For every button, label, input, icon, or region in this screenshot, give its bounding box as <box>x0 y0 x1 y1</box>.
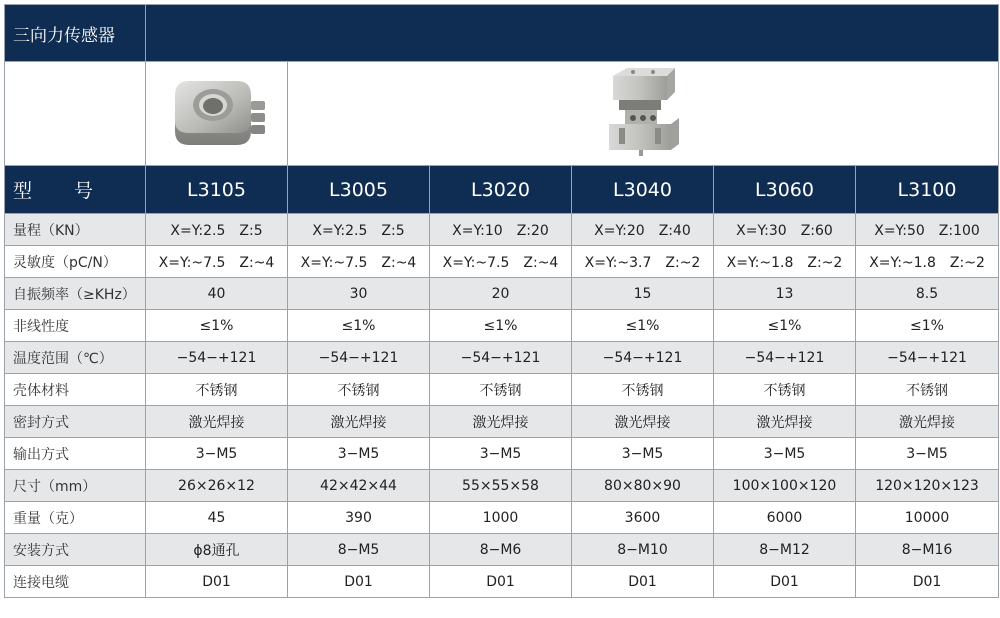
cell-value: 激光焊接 <box>572 406 714 438</box>
cell-value: 不锈钢 <box>288 374 430 406</box>
table-row <box>5 470 999 502</box>
sensor-ring-image <box>163 71 271 153</box>
table-row <box>5 534 999 566</box>
cell-value: 6000 <box>714 502 856 534</box>
model-name: L3100 <box>856 166 999 214</box>
cell-value: −54−+121 <box>714 342 856 374</box>
model-name: L3005 <box>288 166 430 214</box>
cell-value: 1000 <box>430 502 572 534</box>
table-row <box>5 566 999 598</box>
cell-value: X=Y:~7.5 Z:~4 <box>430 246 572 278</box>
title-row-fill <box>146 5 999 62</box>
cell-value: 3−M5 <box>572 438 714 470</box>
cell-value: 不锈钢 <box>714 374 856 406</box>
model-header-row <box>5 166 999 214</box>
cell-value: 不锈钢 <box>856 374 999 406</box>
cell-value: X=Y:2.5 Z:5 <box>288 214 430 246</box>
image-row-empty <box>5 62 146 166</box>
cell-value: 3−M5 <box>146 438 288 470</box>
cell-value: D01 <box>714 566 856 598</box>
cell-value: 10000 <box>856 502 999 534</box>
cell-value: X=Y:10 Z:20 <box>430 214 572 246</box>
cell-value: D01 <box>856 566 999 598</box>
cell-value: 8−M16 <box>856 534 999 566</box>
table-row <box>5 374 999 406</box>
cell-value: 激光焊接 <box>288 406 430 438</box>
cell-value: 30 <box>288 278 430 310</box>
row-label: 重量（克） <box>5 502 146 534</box>
cell-value: −54−+121 <box>856 342 999 374</box>
table-row <box>5 342 999 374</box>
table-row <box>5 310 999 342</box>
cell-value: 3−M5 <box>288 438 430 470</box>
row-label: 量程（KN） <box>5 214 146 246</box>
table-title: 三向力传感器 <box>5 5 146 62</box>
cell-value: 3−M5 <box>714 438 856 470</box>
cell-value: 13 <box>714 278 856 310</box>
spec-table-container <box>4 4 998 598</box>
model-label-char-1: 型 <box>13 180 33 202</box>
cell-value: 26×26×12 <box>146 470 288 502</box>
model-name: L3020 <box>430 166 572 214</box>
cell-value: 3600 <box>572 502 714 534</box>
row-label: 尺寸（mm） <box>5 470 146 502</box>
row-label: 密封方式 <box>5 406 146 438</box>
cell-value: ≤1% <box>714 310 856 342</box>
row-label: 灵敏度（pC/N） <box>5 246 146 278</box>
row-label: 自振频率（≥KHz） <box>5 278 146 310</box>
cell-value: 不锈钢 <box>430 374 572 406</box>
cell-value: −54−+121 <box>572 342 714 374</box>
table-row <box>5 214 999 246</box>
cell-value: X=Y:50 Z:100 <box>856 214 999 246</box>
cell-value: ≤1% <box>288 310 430 342</box>
cell-value: X=Y:~7.5 Z:~4 <box>146 246 288 278</box>
cell-value: −54−+121 <box>146 342 288 374</box>
cell-value: ≤1% <box>856 310 999 342</box>
row-label: 非线性度 <box>5 310 146 342</box>
table-row <box>5 246 999 278</box>
model-name: L3105 <box>146 166 288 214</box>
model-label-char-2: 号 <box>74 180 94 202</box>
table-row <box>5 406 999 438</box>
cell-value: −54−+121 <box>430 342 572 374</box>
cell-value: X=Y:20 Z:40 <box>572 214 714 246</box>
row-label: 输出方式 <box>5 438 146 470</box>
row-label: 安装方式 <box>5 534 146 566</box>
cell-value: 100×100×120 <box>714 470 856 502</box>
cell-value: 8.5 <box>856 278 999 310</box>
model-name: L3060 <box>714 166 856 214</box>
cell-value: 40 <box>146 278 288 310</box>
cell-value: X=Y:~3.7 Z:~2 <box>572 246 714 278</box>
cell-value: 20 <box>430 278 572 310</box>
title-row <box>5 5 999 62</box>
cell-value: 8−M6 <box>430 534 572 566</box>
table-row <box>5 502 999 534</box>
cell-value: ϕ8通孔 <box>146 534 288 566</box>
model-label <box>5 166 146 214</box>
cell-value: 45 <box>146 502 288 534</box>
cell-value: D01 <box>430 566 572 598</box>
cell-value: −54−+121 <box>288 342 430 374</box>
cell-value: 55×55×58 <box>430 470 572 502</box>
sensor-block-image-cell <box>288 62 999 166</box>
image-row <box>5 62 999 166</box>
cell-value: 激光焊接 <box>146 406 288 438</box>
sensor-block-image <box>603 66 683 158</box>
table-row <box>5 438 999 470</box>
cell-value: ≤1% <box>572 310 714 342</box>
cell-value: 8−M10 <box>572 534 714 566</box>
cell-value: 42×42×44 <box>288 470 430 502</box>
cell-value: X=Y:~1.8 Z:~2 <box>714 246 856 278</box>
cell-value: 8−M5 <box>288 534 430 566</box>
cell-value: D01 <box>146 566 288 598</box>
cell-value: D01 <box>572 566 714 598</box>
cell-value: 120×120×123 <box>856 470 999 502</box>
row-label: 连接电缆 <box>5 566 146 598</box>
row-label: 壳体材料 <box>5 374 146 406</box>
cell-value: X=Y:~7.5 Z:~4 <box>288 246 430 278</box>
cell-value: 3−M5 <box>430 438 572 470</box>
cell-value: 390 <box>288 502 430 534</box>
cell-value: 激光焊接 <box>714 406 856 438</box>
cell-value: D01 <box>288 566 430 598</box>
cell-value: 不锈钢 <box>572 374 714 406</box>
cell-value: 3−M5 <box>856 438 999 470</box>
cell-value: 8−M12 <box>714 534 856 566</box>
cell-value: ≤1% <box>430 310 572 342</box>
spec-table <box>4 4 999 598</box>
cell-value: X=Y:2.5 Z:5 <box>146 214 288 246</box>
cell-value: 15 <box>572 278 714 310</box>
row-label: 温度范围（℃） <box>5 342 146 374</box>
cell-value: ≤1% <box>146 310 288 342</box>
cell-value: X=Y:~1.8 Z:~2 <box>856 246 999 278</box>
cell-value: 80×80×90 <box>572 470 714 502</box>
table-row <box>5 278 999 310</box>
cell-value: 激光焊接 <box>856 406 999 438</box>
cell-value: X=Y:30 Z:60 <box>714 214 856 246</box>
sensor-ring-image-cell <box>146 62 288 166</box>
model-name: L3040 <box>572 166 714 214</box>
cell-value: 激光焊接 <box>430 406 572 438</box>
cell-value: 不锈钢 <box>146 374 288 406</box>
